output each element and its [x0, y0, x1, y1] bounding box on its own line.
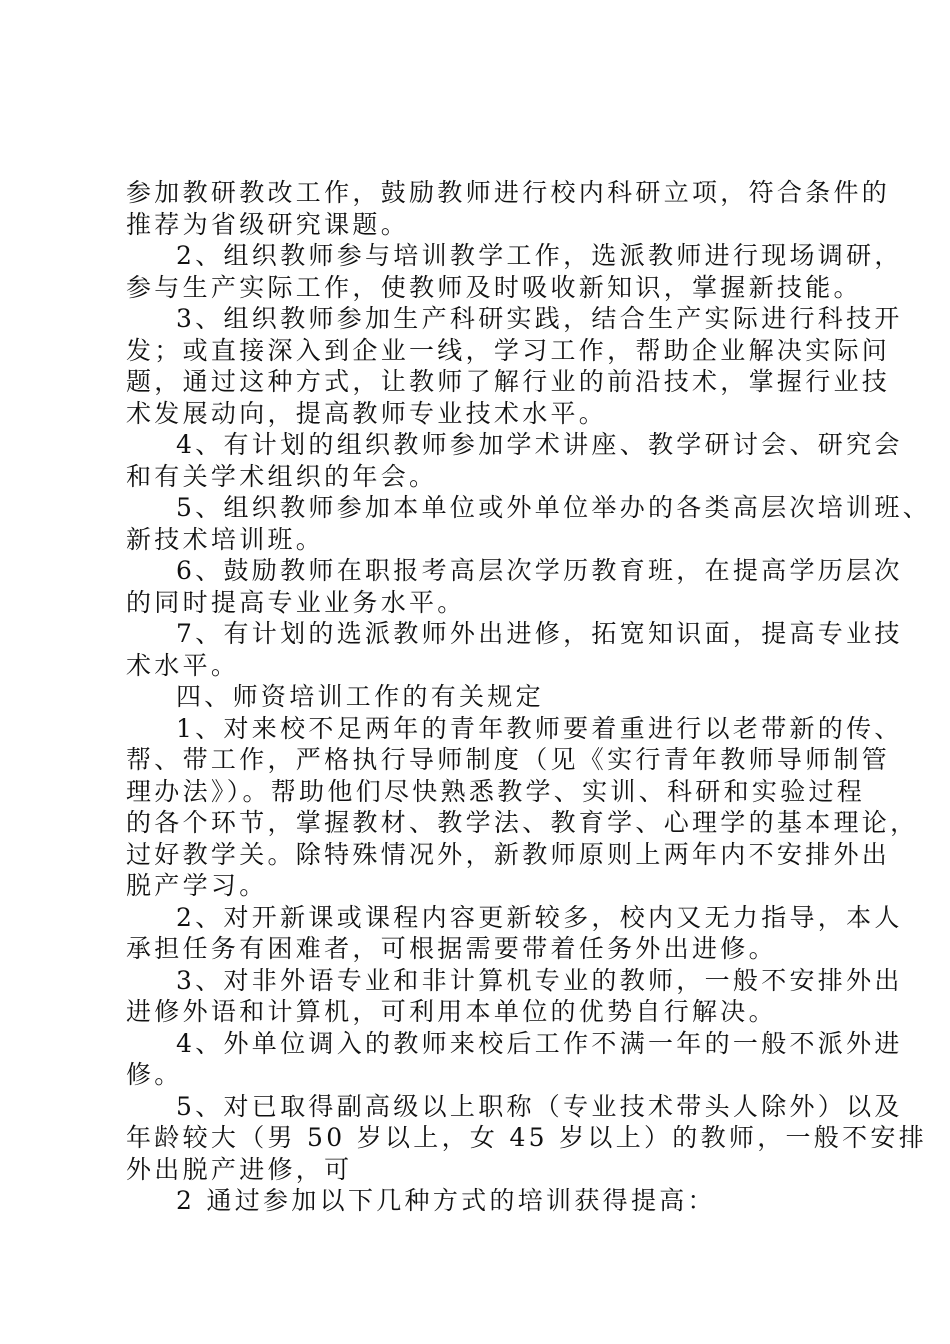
text-line: 3、组织教师参加生产科研实践，结合生产实际进行科技开 — [176, 304, 903, 333]
text-line: 理办法》）。帮助他们尽快熟悉教学、实训、科研和实验过程 — [126, 776, 866, 806]
text-line: 的同时提高专业业务水平。 — [126, 587, 466, 617]
text-line: 过好教学关。除特殊情况外，新教师原则上两年内不安排外出 — [126, 839, 891, 869]
text-line: 5、组织教师参加本单位或外单位举办的各类高层次培训班、 — [176, 493, 932, 522]
text-line: 4、有计划的组织教师参加学术讲座、教学研讨会、研究会 — [176, 430, 903, 459]
text-line: 题，通过这种方式，让教师了解行业的前沿技术，掌握行业技 — [126, 367, 891, 396]
text-line: 外出脱产进修，可 — [126, 1154, 353, 1184]
text-line: 发；或直接深入到企业一线，学习工作，帮助企业解决实际问 — [126, 335, 891, 365]
text-line: 1、对来校不足两年的青年教师要着重进行以老带新的传、 — [176, 713, 903, 743]
text-line: 承担任务有困难者，可根据需要带着任务外出进修。 — [126, 934, 777, 963]
text-line: 术发展动向，提高教师专业技术水平。 — [126, 398, 608, 428]
text-line: 进修外语和计算机，可利用本单位的优势自行解决。 — [126, 997, 777, 1026]
text-line: 7、有计划的选派教师外出进修，拓宽知识面，提高专业技 — [176, 619, 903, 648]
text-line: 2 通过参加以下几种方式的培训获得提高： — [176, 1186, 716, 1215]
text-line: 和有关学术组织的年会。 — [126, 461, 438, 491]
text-line: 推荐为省级研究课题。 — [126, 209, 410, 239]
text-line: 术水平。 — [126, 650, 240, 680]
text-line: 6、鼓励教师在职报考高层次学历教育班，在提高学历层次 — [176, 556, 903, 585]
text-line: 年龄较大（男 50 岁以上，女 45 岁以上）的教师，一般不安排 — [126, 1123, 928, 1152]
document-body — [126, 177, 932, 1217]
text-line: 四、师资培训工作的有关规定 — [176, 682, 544, 711]
text-line: 5、对已取得副高级以上职称（专业技术带头人除外）以及 — [176, 1091, 903, 1121]
text-line: 修。 — [126, 1060, 183, 1089]
text-line: 2、对开新课或课程内容更新较多，校内又无力指导，本人 — [176, 902, 903, 932]
text-line: 参与生产实际工作，使教师及时吸收新知识，掌握新技能。 — [126, 272, 862, 302]
text-line: 脱产学习。 — [126, 871, 268, 900]
text-line: 2、组织教师参与培训教学工作，选派教师进行现场调研， — [176, 241, 903, 270]
text-line: 4、外单位调入的教师来校后工作不满一年的一般不派外进 — [176, 1028, 903, 1058]
text-line: 3、对非外语专业和非计算机专业的教师，一般不安排外出 — [176, 965, 903, 995]
text-line: 新技术培训班。 — [126, 524, 325, 554]
text-line: 的各个环节，掌握教材、教学法、教育学、心理学的基本理论， — [126, 808, 919, 837]
text-line: 参加教研教改工作，鼓励教师进行校内科研立项，符合条件的 — [126, 178, 891, 207]
text-line: 帮、带工作，严格执行导师制度（见《实行青年教师导师制管 — [126, 745, 891, 774]
